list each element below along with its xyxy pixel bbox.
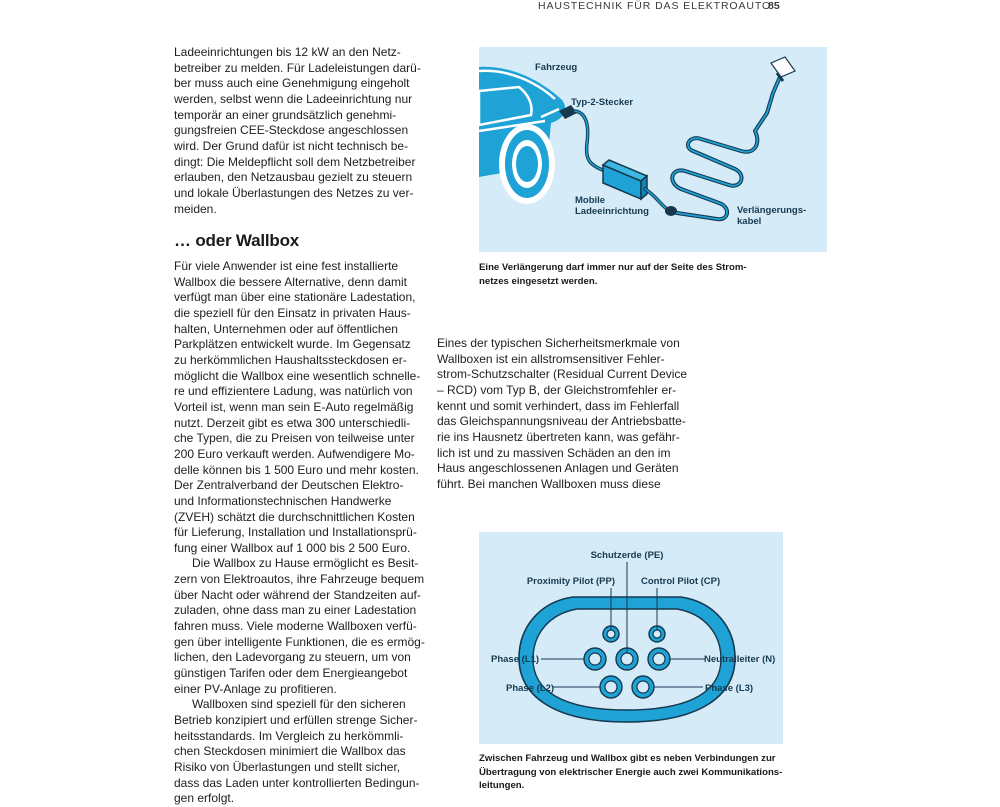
text-line: strom-Schutzschalter (Residual Current Device [437, 367, 688, 382]
text-line: Ladeeinrichtungen bis 12 kW an den Netz- [174, 45, 401, 59]
text-line: Wallbox die bessere Alternative, denn damit [174, 274, 408, 289]
text-line: und Informationstechnischen Handwerke [174, 493, 392, 508]
label-pp: Proximity Pilot (PP) [526, 576, 615, 587]
label-cp: Control Pilot (CP) [641, 576, 721, 587]
label-pe: Schutzerde (PE) [590, 550, 664, 561]
pin-l1-icon [584, 648, 606, 670]
text-line: – RCD) vom Typ B, der Gleichstromfehler er- [437, 382, 677, 397]
text-line: erlauben, den Netzausbau gezielt zu steuern [174, 170, 413, 185]
text-line: Parkplätzen entwickelt wurde. Im Gegensatz [174, 337, 411, 352]
text-line: Risiko von Überlastungen und stellt sicher, [174, 760, 401, 774]
text-line: die speziell für den Einsatz in privaten Haus- [174, 305, 411, 320]
text-line: ber muss auch eine Genehmigung eingeholt [174, 76, 410, 91]
text-line: wird. Der Grund dafür ist nicht technisch be- [174, 138, 409, 153]
text-line: für Lieferung, Installation und Installationsprü- [174, 525, 417, 540]
text-line: lichen, den Ladevorgang zu steuern, um von [174, 650, 411, 665]
text-line: che Typen, die zu Preisen von teilweise unter [174, 431, 415, 446]
text-line: Für viele Anwender ist eine fest installierte [174, 259, 399, 273]
text-line: lich ist und zu massiven Schäden an den im [437, 445, 671, 460]
figure2-caption [479, 752, 799, 793]
text-line: re und effizientere Ladung, was natürlich von [174, 384, 413, 399]
label-extension-1: Verlängerungs- [737, 205, 807, 216]
text-line: günstigen Tarifen oder dem Energieangebot [174, 666, 408, 681]
caption-line: Zwischen Fahrzeug und Wallbox gibt es neben Verbindungen zur [479, 753, 776, 764]
text-line: Betrieb konzipiert und erfüllen strenge Sicher- [174, 713, 418, 728]
text-line: führt. Bei manchen Wallboxen muss diese [437, 476, 661, 491]
text-line: gen über intelligente Funktionen, die es ermög- [174, 634, 425, 649]
text-line: Eines der typischen Sicherheitsmerkmale von [437, 336, 680, 350]
pin-n-icon [648, 648, 670, 670]
text-line: zu herkömmlichen Haushaltssteckdosen er- [174, 352, 407, 367]
text-line: betreiber zu melden. Für Ladeleistungen darü- [174, 60, 421, 75]
text-line: Wallboxen sind speziell für den sicheren [192, 697, 406, 712]
text-line: Haus angeschlossenen Anlagen und Geräten [437, 461, 679, 476]
text-line: delle können bis 1 500 Euro und mehr kosten. [174, 462, 419, 477]
text-line: dass das Laden unter kontrollierten Bedingun- [174, 775, 420, 790]
caption-line: Eine Verlängerung darf immer nur auf der Seite des Strom- [479, 262, 747, 273]
caption-line: Übertragung von elektrischer Energie auch zwei Kommunikations- [479, 766, 783, 778]
text-line: Der Zentralverband der Deutschen Elektro- [174, 478, 404, 493]
text-line: nutzt. Derzeit gibt es etwa 300 unterschiedli- [174, 415, 411, 430]
figure-type2-pinout-illustration [479, 532, 783, 744]
label-mobile-1: Mobile [575, 195, 606, 206]
pin-l3-icon [632, 676, 654, 698]
left-column-body-text [174, 259, 426, 807]
text-line: chen Steckdosen minimiert die Wallbox das [174, 744, 406, 759]
text-line: Vorteil ist, wenn man sein E-Auto regelmäßig [174, 399, 414, 414]
text-line: fahren muss. Viele moderne Wallboxen verfü- [174, 619, 417, 634]
running-header-title: HAUSTECHNIK FÜR DAS ELEKTROAUTO [538, 0, 772, 12]
text-line: (ZVEH) schätzt die durchschnittlichen Kosten [174, 509, 415, 524]
figure-type2-pinout [479, 532, 783, 744]
text-line: Die Wallbox zu Hause ermöglicht es Besit- [192, 556, 419, 571]
text-line: halten, Unternehmen oder auf öffentlichen [174, 321, 398, 336]
caption-line: leitungen. [479, 780, 525, 792]
text-line: gungsfreien CEE-Steckdose angeschlossen [174, 123, 409, 138]
text-line: dingt: Die Meldepflicht soll dem Netzbetreiber [174, 154, 416, 169]
text-line: einer PV-Anlage zu profitieren. [174, 681, 337, 696]
section-heading: … oder Wallbox [174, 231, 300, 250]
label-n: Neutralleiter (N) [704, 654, 776, 665]
text-line: Wallboxen ist ein allstromsensitiver Fehler- [437, 351, 665, 366]
right-column-body-text [437, 336, 699, 493]
text-line: das Gleichspannungsniveau der Antriebsbatte- [437, 414, 686, 429]
caption-line: netzes eingesetzt werden. [479, 275, 598, 287]
label-mobile-2: Ladeeinrichtung [575, 206, 649, 217]
figure1-caption [479, 261, 827, 288]
text-line: fung einer Wallbox auf 1 000 bis 2 500 Euro. [174, 540, 411, 555]
text-line: über Nacht oder während der Standzeiten auf- [174, 587, 421, 602]
left-column-intro-text [174, 45, 426, 217]
text-line: zuladen, ohne dass man zu einer Ladestation [174, 603, 417, 618]
text-line: werden, selbst wenn die Ladeeinrichtung nur [174, 91, 413, 106]
coupling-icon [665, 206, 677, 216]
page-number: 85 [768, 0, 780, 12]
label-l2: Phase (L2) [506, 683, 555, 694]
label-extension-2: kabel [737, 216, 762, 227]
text-line: kennt und somit verhindert, dass im Fehlerfall [437, 398, 680, 413]
label-vehicle: Fahrzeug [535, 62, 578, 73]
pin-l2-icon [600, 676, 622, 698]
text-line: meiden. [174, 201, 217, 216]
running-header [0, 0, 1000, 12]
label-l1: Phase (L1) [491, 654, 540, 665]
text-line: möglicht die Wallbox eine wesentlich schnelle- [174, 368, 421, 383]
text-line: temporär an einer grundsätzlich genehmi- [174, 107, 397, 122]
figure-extension-cable-illustration [479, 47, 827, 252]
text-line: rie ins Hausnetz übertreten kann, was gefähr- [437, 429, 680, 444]
text-line: 200 Euro verkauft werden. Aufwendigere Mo- [174, 446, 415, 461]
text-line: verfügt man über eine stationäre Ladestation, [174, 290, 416, 305]
text-line: heitsstandards. Im Vergleich zu herkömmli- [174, 728, 404, 743]
text-line: gen erfolgt. [174, 791, 235, 806]
figure-extension-cable [479, 47, 827, 252]
text-line: und lokale Überlastungen des Netzes zu ver- [174, 185, 414, 200]
label-l3: Phase (L3) [705, 683, 754, 694]
label-type2-plug: Typ-2-Stecker [571, 97, 634, 108]
text-line: zern von Elektroautos, ihre Fahrzeuge bequem [174, 572, 425, 587]
